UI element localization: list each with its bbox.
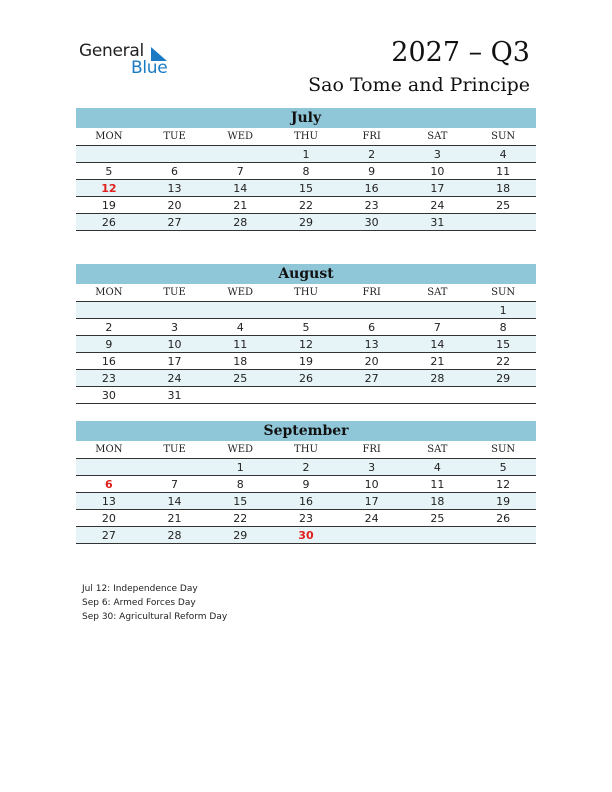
empty-day-cell [273, 387, 339, 404]
weekday-label: MON [76, 128, 142, 146]
day-cell: 18 [207, 353, 273, 370]
day-cell: 30 [76, 387, 142, 404]
day-cell: 1 [470, 302, 536, 319]
day-cell: 24 [405, 197, 471, 214]
day-cell: 7 [142, 476, 208, 493]
day-cell: 22 [207, 510, 273, 527]
day-cell: 25 [207, 370, 273, 387]
day-cell: 2 [273, 459, 339, 476]
holiday-note: Sep 6: Armed Forces Day [82, 598, 196, 608]
weekday-label: SAT [405, 441, 471, 459]
empty-day-cell [470, 214, 536, 231]
week-row [76, 370, 536, 387]
weekday-label: WED [207, 284, 273, 302]
holiday-day-cell: 12 [76, 180, 142, 197]
week-row [76, 197, 536, 214]
weekday-label: TUE [142, 128, 208, 146]
day-cell: 5 [76, 163, 142, 180]
weekday-label: SUN [470, 128, 536, 146]
week-row [76, 214, 536, 231]
weekday-label: SUN [470, 284, 536, 302]
week-row [76, 302, 536, 319]
day-cell: 19 [470, 493, 536, 510]
day-cell: 29 [470, 370, 536, 387]
day-cell: 16 [339, 180, 405, 197]
weekday-label: THU [273, 284, 339, 302]
day-cell: 14 [405, 336, 471, 353]
month-title: September [76, 421, 536, 441]
day-cell: 20 [142, 197, 208, 214]
weekday-label: THU [273, 441, 339, 459]
month-july [76, 108, 536, 231]
day-cell: 19 [76, 197, 142, 214]
week-row [76, 527, 536, 544]
weekday-header-row [76, 284, 536, 302]
month-grid [76, 284, 536, 404]
day-cell: 8 [207, 476, 273, 493]
empty-day-cell [339, 387, 405, 404]
day-cell: 10 [339, 476, 405, 493]
empty-day-cell [339, 527, 405, 544]
day-cell: 10 [142, 336, 208, 353]
week-row [76, 146, 536, 163]
day-cell: 11 [405, 476, 471, 493]
day-cell: 14 [142, 493, 208, 510]
empty-day-cell [405, 387, 471, 404]
day-cell: 24 [142, 370, 208, 387]
day-cell: 10 [405, 163, 471, 180]
day-cell: 15 [470, 336, 536, 353]
day-cell: 23 [76, 370, 142, 387]
weekday-label: MON [76, 441, 142, 459]
empty-day-cell [405, 302, 471, 319]
day-cell: 2 [76, 319, 142, 336]
day-cell: 6 [339, 319, 405, 336]
day-cell: 15 [273, 180, 339, 197]
day-cell: 18 [470, 180, 536, 197]
day-cell: 2 [339, 146, 405, 163]
day-cell: 11 [470, 163, 536, 180]
day-cell: 26 [76, 214, 142, 231]
day-cell: 12 [273, 336, 339, 353]
day-cell: 17 [142, 353, 208, 370]
logo-word-blue: Blue [131, 58, 168, 78]
day-cell: 4 [207, 319, 273, 336]
day-cell: 21 [207, 197, 273, 214]
holiday-day-cell: 6 [76, 476, 142, 493]
day-cell: 12 [470, 476, 536, 493]
day-cell: 26 [273, 370, 339, 387]
week-row [76, 510, 536, 527]
holiday-notes [82, 582, 227, 624]
day-cell: 3 [142, 319, 208, 336]
day-cell: 27 [76, 527, 142, 544]
week-row [76, 459, 536, 476]
week-row [76, 353, 536, 370]
day-cell: 6 [142, 163, 208, 180]
weekday-label: MON [76, 284, 142, 302]
week-row [76, 163, 536, 180]
week-row [76, 336, 536, 353]
holiday-note: Jul 12: Independence Day [82, 584, 198, 594]
day-cell: 28 [142, 527, 208, 544]
week-row [76, 180, 536, 197]
empty-day-cell [207, 302, 273, 319]
day-cell: 29 [273, 214, 339, 231]
logo-word-general: General [79, 41, 144, 61]
empty-day-cell [273, 302, 339, 319]
empty-day-cell [207, 387, 273, 404]
weekday-label: FRI [339, 441, 405, 459]
day-cell: 21 [405, 353, 471, 370]
weekday-label: WED [207, 441, 273, 459]
day-cell: 26 [470, 510, 536, 527]
empty-day-cell [76, 146, 142, 163]
week-row [76, 493, 536, 510]
day-cell: 31 [405, 214, 471, 231]
month-august [76, 264, 536, 404]
day-cell: 23 [273, 510, 339, 527]
day-cell: 18 [405, 493, 471, 510]
weekday-label: FRI [339, 284, 405, 302]
weekday-label: TUE [142, 284, 208, 302]
holiday-day-cell: 30 [273, 527, 339, 544]
day-cell: 1 [273, 146, 339, 163]
page-title: 2027 – Q3 [391, 37, 530, 68]
weekday-label: TUE [142, 441, 208, 459]
weekday-header-row [76, 128, 536, 146]
day-cell: 16 [273, 493, 339, 510]
day-cell: 17 [339, 493, 405, 510]
day-cell: 5 [470, 459, 536, 476]
day-cell: 7 [207, 163, 273, 180]
weekday-label: SAT [405, 284, 471, 302]
weekday-label: THU [273, 128, 339, 146]
day-cell: 9 [76, 336, 142, 353]
weekday-label: FRI [339, 128, 405, 146]
day-cell: 3 [405, 146, 471, 163]
day-cell: 29 [207, 527, 273, 544]
day-cell: 1 [207, 459, 273, 476]
day-cell: 21 [142, 510, 208, 527]
day-cell: 13 [142, 180, 208, 197]
day-cell: 23 [339, 197, 405, 214]
empty-day-cell [207, 146, 273, 163]
day-cell: 27 [339, 370, 405, 387]
weekday-label: SUN [470, 441, 536, 459]
week-row [76, 476, 536, 493]
weekday-header-row [76, 441, 536, 459]
day-cell: 5 [273, 319, 339, 336]
day-cell: 17 [405, 180, 471, 197]
empty-day-cell [142, 459, 208, 476]
week-row [76, 387, 536, 404]
day-cell: 13 [76, 493, 142, 510]
month-september [76, 421, 536, 544]
empty-day-cell [470, 527, 536, 544]
month-title: July [76, 108, 536, 128]
day-cell: 30 [339, 214, 405, 231]
day-cell: 20 [339, 353, 405, 370]
day-cell: 28 [405, 370, 471, 387]
day-cell: 19 [273, 353, 339, 370]
day-cell: 15 [207, 493, 273, 510]
holiday-note: Sep 30: Agricultural Reform Day [82, 612, 228, 622]
day-cell: 7 [405, 319, 471, 336]
day-cell: 22 [470, 353, 536, 370]
generalblue-logo [79, 40, 179, 80]
day-cell: 25 [405, 510, 471, 527]
weekday-label: SAT [405, 128, 471, 146]
empty-day-cell [470, 387, 536, 404]
month-grid [76, 128, 536, 231]
day-cell: 27 [142, 214, 208, 231]
day-cell: 11 [207, 336, 273, 353]
day-cell: 9 [273, 476, 339, 493]
empty-day-cell [339, 302, 405, 319]
empty-day-cell [142, 146, 208, 163]
day-cell: 28 [207, 214, 273, 231]
weekday-label: WED [207, 128, 273, 146]
day-cell: 8 [470, 319, 536, 336]
day-cell: 9 [339, 163, 405, 180]
day-cell: 24 [339, 510, 405, 527]
week-row [76, 319, 536, 336]
day-cell: 31 [142, 387, 208, 404]
day-cell: 3 [339, 459, 405, 476]
country-subtitle: Sao Tome and Principe [308, 74, 530, 96]
empty-day-cell [76, 302, 142, 319]
empty-day-cell [76, 459, 142, 476]
day-cell: 20 [76, 510, 142, 527]
day-cell: 13 [339, 336, 405, 353]
month-title: August [76, 264, 536, 284]
day-cell: 14 [207, 180, 273, 197]
day-cell: 8 [273, 163, 339, 180]
empty-day-cell [142, 302, 208, 319]
empty-day-cell [405, 527, 471, 544]
day-cell: 4 [470, 146, 536, 163]
day-cell: 25 [470, 197, 536, 214]
month-grid [76, 441, 536, 544]
day-cell: 4 [405, 459, 471, 476]
day-cell: 16 [76, 353, 142, 370]
day-cell: 22 [273, 197, 339, 214]
